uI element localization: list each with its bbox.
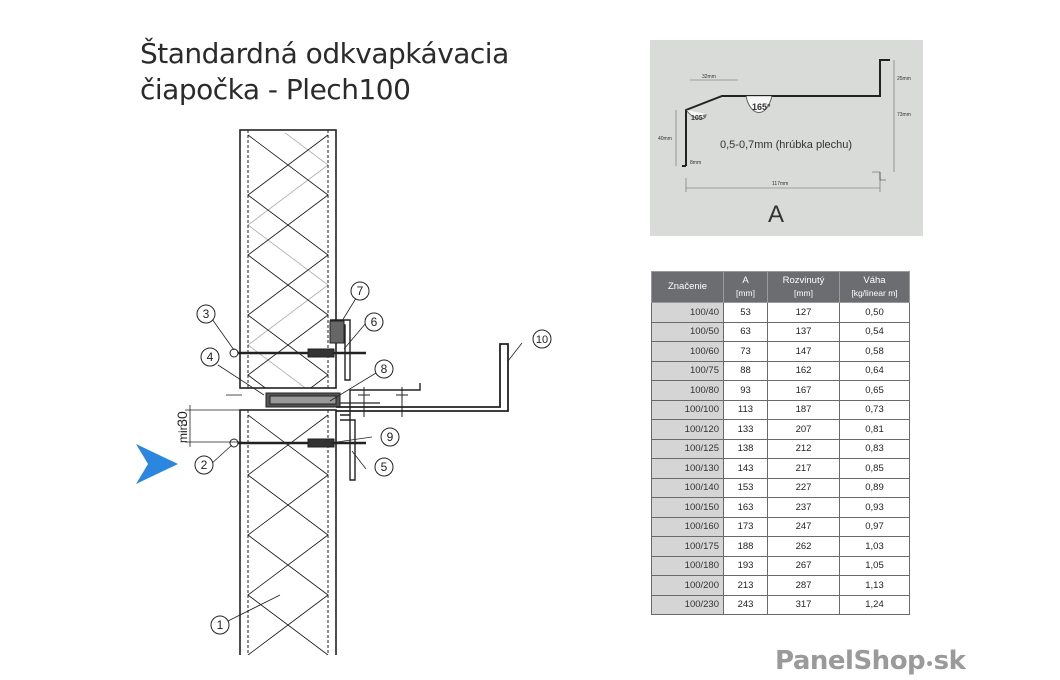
table-row [652,537,910,557]
svg-text:5: 5 [380,460,388,474]
cell-oznacenie: 100/180 [652,556,724,576]
cell-oznacenie: 100/80 [652,381,724,401]
cell-vaha: 1,13 [840,576,910,596]
thickness-note: 0,5-0,7mm (hrúbka plechu) [720,139,853,151]
cell-rozvinuty: 267 [768,556,840,576]
cell-rozvinuty: 167 [768,381,840,401]
table-row [652,381,910,401]
angle-165-label: 165° [752,102,771,112]
brand-name: PanelShop [775,646,926,676]
table-row [652,595,910,615]
cell-vaha: 0,65 [840,381,910,401]
cell-oznacenie: 100/75 [652,361,724,381]
cell-vaha: 0,85 [840,459,910,479]
cell-oznacenie: 100/175 [652,537,724,557]
profile-letter: A [768,201,785,228]
cell-a: 93 [724,381,768,401]
cell-oznacenie: 100/125 [652,439,724,459]
cell-vaha: 0,64 [840,361,910,381]
table-header-row [652,272,910,303]
cell-a: 143 [724,459,768,479]
page-title [140,36,540,108]
cell-vaha: 0,73 [840,400,910,420]
cell-a: 63 [724,322,768,342]
cell-rozvinuty: 237 [768,498,840,518]
svg-text:2: 2 [200,458,208,472]
angle-105-label: 105° [691,115,706,122]
cell-oznacenie: 100/120 [652,420,724,440]
cell-vaha: 0,54 [840,322,910,342]
callout-10 [533,330,551,348]
col-header-rozvinuty: Rozvinutý [mm] [768,272,840,303]
svg-text:10: 10 [535,334,549,346]
brand-logo: PanelShop•sk [775,646,966,676]
cell-vaha: 0,50 [840,303,910,323]
cell-oznacenie: 100/160 [652,517,724,537]
cell-vaha: 0,83 [840,439,910,459]
min-label: min [176,423,190,443]
dim-left: 40mm [658,136,672,142]
section-drawing [130,125,570,655]
cell-rozvinuty: 127 [768,303,840,323]
callout-4 [201,348,219,366]
cell-a: 113 [724,400,768,420]
profile-drawing [650,40,923,236]
col-header-oznacenie: Značenie [652,272,724,303]
table-row [652,342,910,362]
table-row [652,439,910,459]
cell-a: 53 [724,303,768,323]
cell-rozvinuty: 207 [768,420,840,440]
table-row [652,517,910,537]
table-row [652,361,910,381]
profile-drawing-panel [650,40,923,236]
cell-rozvinuty: 317 [768,595,840,615]
dim-bottom: 117mm [772,181,789,187]
cell-vaha: 0,58 [840,342,910,362]
cell-oznacenie: 100/60 [652,342,724,362]
svg-text:7: 7 [356,284,364,298]
cell-a: 173 [724,517,768,537]
svg-text:1: 1 [216,618,224,632]
callout-7 [351,282,369,300]
cell-vaha: 0,89 [840,478,910,498]
cell-vaha: 1,05 [840,556,910,576]
cell-vaha: 0,97 [840,517,910,537]
cell-oznacenie: 100/140 [652,478,724,498]
callout-6 [365,313,383,331]
table-row [652,459,910,479]
svg-text:6: 6 [370,315,378,329]
cell-vaha: 1,03 [840,537,910,557]
cell-a: 73 [724,342,768,362]
table-row [652,322,910,342]
cell-vaha: 0,81 [840,420,910,440]
callout-8 [375,360,393,378]
cell-a: 153 [724,478,768,498]
cell-rozvinuty: 262 [768,537,840,557]
cell-a: 88 [724,361,768,381]
cell-oznacenie: 100/50 [652,322,724,342]
cell-rozvinuty: 147 [768,342,840,362]
cell-rozvinuty: 137 [768,322,840,342]
cell-oznacenie: 100/150 [652,498,724,518]
cell-a: 133 [724,420,768,440]
cell-oznacenie: 100/100 [652,400,724,420]
cell-a: 213 [724,576,768,596]
cell-vaha: 0,93 [840,498,910,518]
spec-table [651,271,910,615]
table-row [652,400,910,420]
svg-text:9: 9 [386,430,394,444]
cell-a: 163 [724,498,768,518]
dim-right-top: 25mm [897,76,911,82]
cell-rozvinuty: 287 [768,576,840,596]
cell-oznacenie: 100/40 [652,303,724,323]
dim-hem: 8mm [690,160,702,166]
dim-30-label: 30 [174,411,190,427]
table-row [652,556,910,576]
cell-oznacenie: 100/200 [652,576,724,596]
cell-oznacenie: 100/230 [652,595,724,615]
cell-rozvinuty: 187 [768,400,840,420]
callout-5 [375,458,393,476]
cell-rozvinuty: 227 [768,478,840,498]
col-header-vaha: Váha [kg/linear m] [840,272,910,303]
cell-a: 243 [724,595,768,615]
dim-right: 73mm [897,112,911,118]
callout-3 [197,305,215,323]
cell-a: 193 [724,556,768,576]
table-row [652,576,910,596]
brand-tld: sk [933,646,966,676]
cell-rozvinuty: 162 [768,361,840,381]
svg-text:4: 4 [206,350,214,364]
cell-oznacenie: 100/130 [652,459,724,479]
dim-top: 32mm [702,74,716,80]
svg-text:8: 8 [380,362,388,376]
cell-rozvinuty: 217 [768,459,840,479]
callout-1 [211,616,229,634]
cell-a: 138 [724,439,768,459]
svg-text:3: 3 [202,307,210,321]
callout-9 [381,428,399,446]
cell-vaha: 1,24 [840,595,910,615]
table-row [652,420,910,440]
cell-rozvinuty: 212 [768,439,840,459]
callout-2 [195,456,213,474]
table-row [652,478,910,498]
table-row [652,303,910,323]
title-line-2: čiapočka - Plech100 [140,73,411,106]
cell-a: 188 [724,537,768,557]
table-row [652,498,910,518]
cell-rozvinuty: 247 [768,517,840,537]
title-line-1: Štandardná odkvapkávacia [140,37,509,70]
col-header-a: A [mm] [724,272,768,303]
